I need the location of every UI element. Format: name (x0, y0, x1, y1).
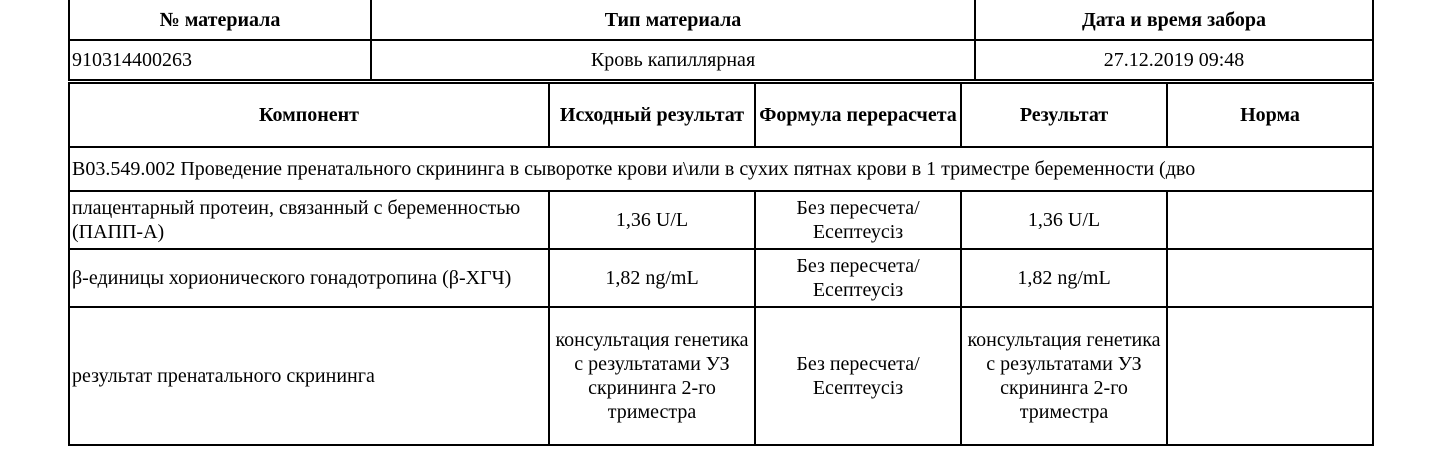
table-row (69, 307, 1373, 445)
component-header: Компонент (69, 83, 549, 147)
formula-value: Без пересчета/ Есептеусіз (755, 307, 961, 445)
component-name: плацентарный протеин, связанный с беременностью (ПАПП-А) (69, 191, 549, 249)
material-header-row (69, 0, 1373, 40)
material-type-header: Тип материала (371, 0, 975, 40)
component-name: β-единицы хорионического гонадотропина (β-ХГЧ) (69, 249, 549, 307)
table-row (69, 249, 1373, 307)
results-header-row (69, 83, 1373, 147)
norm-value (1167, 307, 1373, 445)
table-row (69, 191, 1373, 249)
material-type: Кровь капиллярная (371, 40, 975, 80)
section-title: B03.549.002 Проведение пренатального скрининга в сыворотке крови и\или в сухих пятнах крови в 1 триместре беременности (дво (69, 147, 1373, 191)
formula-value: Без пересчета/ Есептеусіз (755, 191, 961, 249)
material-info-table (68, 0, 1374, 81)
norm-value (1167, 191, 1373, 249)
results-table (68, 82, 1374, 446)
result-value: 1,36 U/L (961, 191, 1167, 249)
collection-datetime: 27.12.2019 09:48 (975, 40, 1373, 80)
formula-value: Без пересчета/ Есептеусіз (755, 249, 961, 307)
formula-header: Формула перерасчета (755, 83, 961, 147)
source-result-value: консультация генетика с результатами УЗ скрининга 2-го триместра (549, 307, 755, 445)
collection-datetime-header: Дата и время забора (975, 0, 1373, 40)
result-value: 1,82 ng/mL (961, 249, 1167, 307)
material-number-header: № материала (69, 0, 371, 40)
source-result-value: 1,36 U/L (549, 191, 755, 249)
source-result-value: 1,82 ng/mL (549, 249, 755, 307)
material-number: 910314400263 (69, 40, 371, 80)
section-row (69, 147, 1373, 191)
result-header: Результат (961, 83, 1167, 147)
norm-header: Норма (1167, 83, 1373, 147)
material-value-row (69, 40, 1373, 80)
component-name: результат пренатального скрининга (69, 307, 549, 445)
norm-value (1167, 249, 1373, 307)
source-result-header: Исходный результат (549, 83, 755, 147)
result-value: консультация генетика с результатами УЗ скрининга 2-го триместра (961, 307, 1167, 445)
